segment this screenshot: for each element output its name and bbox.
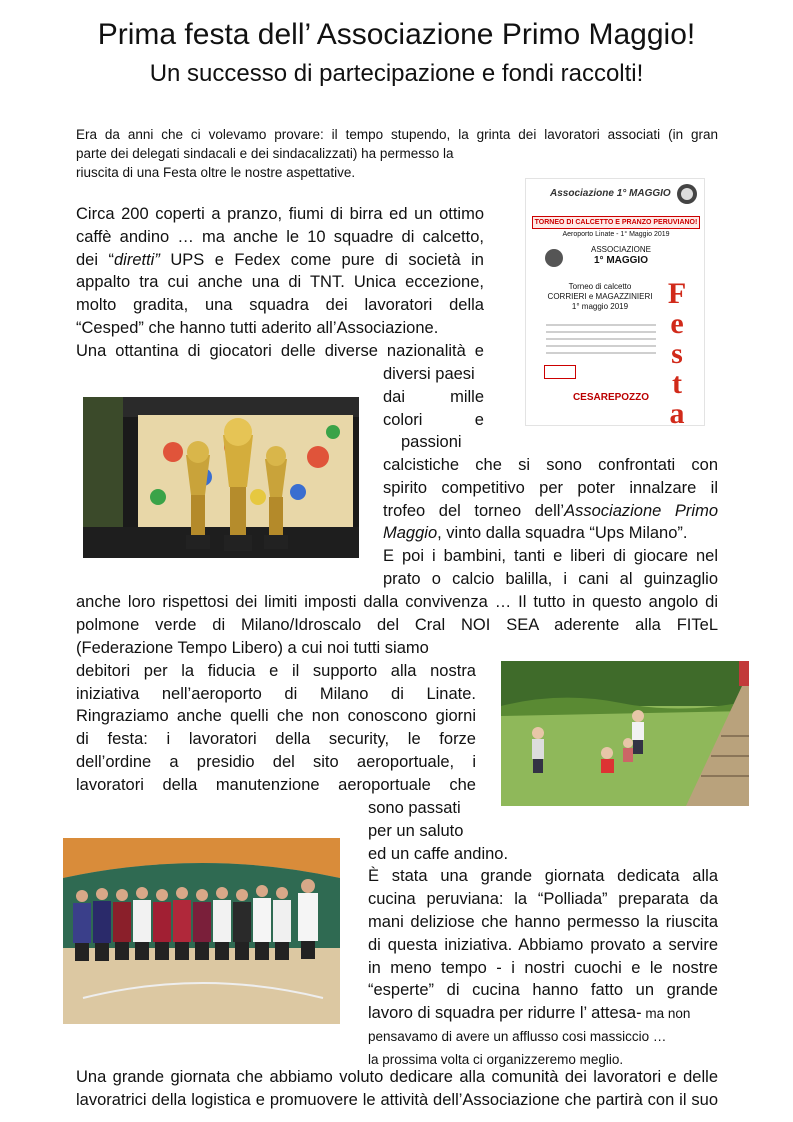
text-line: È stata una grande giornata dedicata alla — [368, 867, 718, 886]
text-line: “esperte” di cucina hanno fatto un grande — [368, 981, 718, 1000]
text-line: per un saluto — [368, 821, 464, 840]
text-line: la prossima volta ci organizzeremo meglio. — [368, 1051, 624, 1067]
text-line — [383, 500, 718, 523]
closing-paragraph — [76, 1066, 718, 1112]
poster-text-placeholder — [546, 331, 656, 333]
text-line: “Cesped” che hanno tutti aderito all’Associazione. — [76, 318, 439, 337]
full-width-lines — [76, 591, 718, 637]
text-line: lavoratori della manutenzione aeroportuale che — [76, 775, 476, 794]
poster-assoc-line: 1° MAGGIO — [593, 255, 648, 266]
poster-header — [530, 183, 700, 207]
text-run-small: ma non — [641, 1006, 691, 1022]
poster-text-placeholder — [546, 338, 656, 340]
article-paragraph — [76, 203, 484, 363]
association-logo-icon — [676, 183, 698, 205]
text-line: passioni — [401, 433, 462, 452]
poster-festa-vertical — [662, 279, 692, 429]
text-run: lavoro di squadra per ridurre l’ attesa- — [368, 1004, 642, 1023]
text-line: prato o calcio balilla, i cani al guinzaglio — [383, 569, 718, 588]
text-line: anche loro rispettosi dei limiti imposti dalla convivenza … Il tutto in questo angolo di — [76, 593, 718, 611]
text-run: , vinto dalla squadra “Ups Milano”. — [437, 524, 688, 543]
text-line: colori e — [383, 410, 484, 429]
text-line: debitori per la fiducia e il supporto alla nostra — [76, 661, 476, 680]
text-line: cucina peruviana: la “Polliada” preparata da — [368, 890, 718, 909]
text-line — [368, 1002, 718, 1026]
page-title: Prima festa dell’ Associazione Primo Maggio! — [97, 18, 696, 51]
text-run: UPS e Fedex come pure di società in — [159, 250, 484, 269]
text-run: dei “ — [76, 250, 114, 269]
poster-assoc-line: ASSOCIAZIONE — [590, 245, 651, 254]
left-column — [76, 637, 476, 797]
text-line: calcistiche che si sono confrontati con — [383, 456, 718, 474]
text-line: in meno tempo - i nostri cuochi e le nostre — [368, 958, 718, 977]
text-line: lavoratrici della logistica e promuovere le attività dell’Associazione che partirà con il suo — [76, 1090, 718, 1109]
text-line: diversi paesi — [383, 365, 475, 383]
intro-line: Era da anni che ci volevamo provare: il tempo stupendo, la grinta dei lavoratori associati (in gran — [76, 127, 718, 142]
text-line: polmone verde di Milano/Idroscalo del Cral NOI SEA aderente alla FITeL — [76, 615, 718, 634]
text-run-italic: Associazione Primo — [564, 501, 718, 520]
text-line: molto gradita, una squadra dei lavoratori della — [76, 296, 484, 315]
poster-sponsor: CESAREPOZZO — [572, 392, 650, 403]
text-line: appalto tra cui anche una di TNT. Unica eccezione, — [76, 273, 484, 292]
intro-paragraph — [76, 125, 718, 182]
text-line: ed un caffe andino. — [368, 844, 509, 863]
poster-line: 1° maggio 2019 — [571, 302, 629, 311]
text-line: mani deliziose che hanno permesso la riuscita — [368, 912, 718, 931]
poster-line: CORRIERI e MAGAZZINIERI — [547, 292, 653, 301]
poster-box — [544, 365, 576, 379]
right-column — [383, 454, 718, 591]
text-line: dell’ordine a presidio del sito aeroportuale, i — [76, 752, 476, 771]
trophy-photo — [83, 397, 359, 558]
text-line: iniziativa nell’aeroporto di Milano di Linate. — [76, 684, 476, 703]
festa-letter: e — [670, 307, 684, 340]
text-line: di questa iniziativa. Abbiamo provato a servire — [368, 935, 718, 954]
festival-poster-image — [525, 178, 705, 430]
text-line: di festa: i lavoratori della security, le forze — [76, 730, 476, 749]
text-line — [76, 249, 484, 272]
text-run-italic: Maggio — [383, 524, 438, 543]
text-line: (Federazione Tempo Libero) a cui noi tutti siamo — [76, 639, 429, 657]
text-line: sono passati — [368, 799, 461, 817]
team-photo — [63, 838, 340, 1024]
text-line: spirito competitivo per poter innalzare il — [383, 478, 718, 497]
poster-text-placeholder — [546, 352, 656, 354]
poster-banner: TORNEO DI CALCETTO E PRANZO PERUVIANO! — [532, 216, 700, 229]
poster-text-placeholder — [546, 324, 656, 326]
text-line: dai mille — [383, 387, 484, 406]
page-subtitle: Un successo di partecipazione e fondi raccolti! — [149, 60, 644, 87]
narrow-column — [383, 363, 484, 454]
text-line: Ringraziamo anche quelli che non conoscono giorni — [76, 707, 476, 726]
festa-letter: s — [671, 337, 683, 370]
festa-letter: F — [667, 277, 687, 310]
poster-logo-icon — [544, 247, 564, 269]
festa-letter: a — [669, 397, 685, 430]
poster-text-placeholder — [546, 345, 656, 347]
text-line: Una grande giornata che abbiamo voluto dedicare alla comunità dei lavoratori e delle — [76, 1068, 718, 1086]
text-line: Una ottantina di giocatori delle diverse nazionalità e — [76, 341, 484, 360]
festa-letter: t — [672, 367, 682, 400]
children-park-photo — [501, 661, 749, 806]
text-line: Circa 200 coperti a pranzo, fiumi di birra ed un ottimo — [76, 205, 484, 223]
text-line: E poi i bambini, tanti e liberi di giocare nel — [383, 547, 718, 566]
poster-line: Torneo di calcetto — [568, 282, 632, 291]
text-run-italic: diretti” — [114, 250, 160, 269]
right-lower-column — [368, 797, 718, 1072]
poster-venue: Aeroporto Linate - 1° Maggio 2019 — [562, 231, 670, 238]
text-line — [383, 522, 718, 545]
intro-line: parte dei delegati sindacali e dei sindacalizzati) ha permesso la — [76, 146, 454, 161]
intro-line: riuscita di una Festa oltre le nostre aspettative. — [76, 165, 356, 180]
text-line: pensavamo di avere un afflusso cosi massiccio … — [368, 1028, 667, 1044]
text-line: caffè andino … ma anche le 10 squadre di calcetto, — [76, 227, 484, 246]
text-run: trofeo del torneo dell’ — [383, 501, 565, 520]
poster-brand: Associazione 1° MAGGIO — [550, 188, 671, 199]
